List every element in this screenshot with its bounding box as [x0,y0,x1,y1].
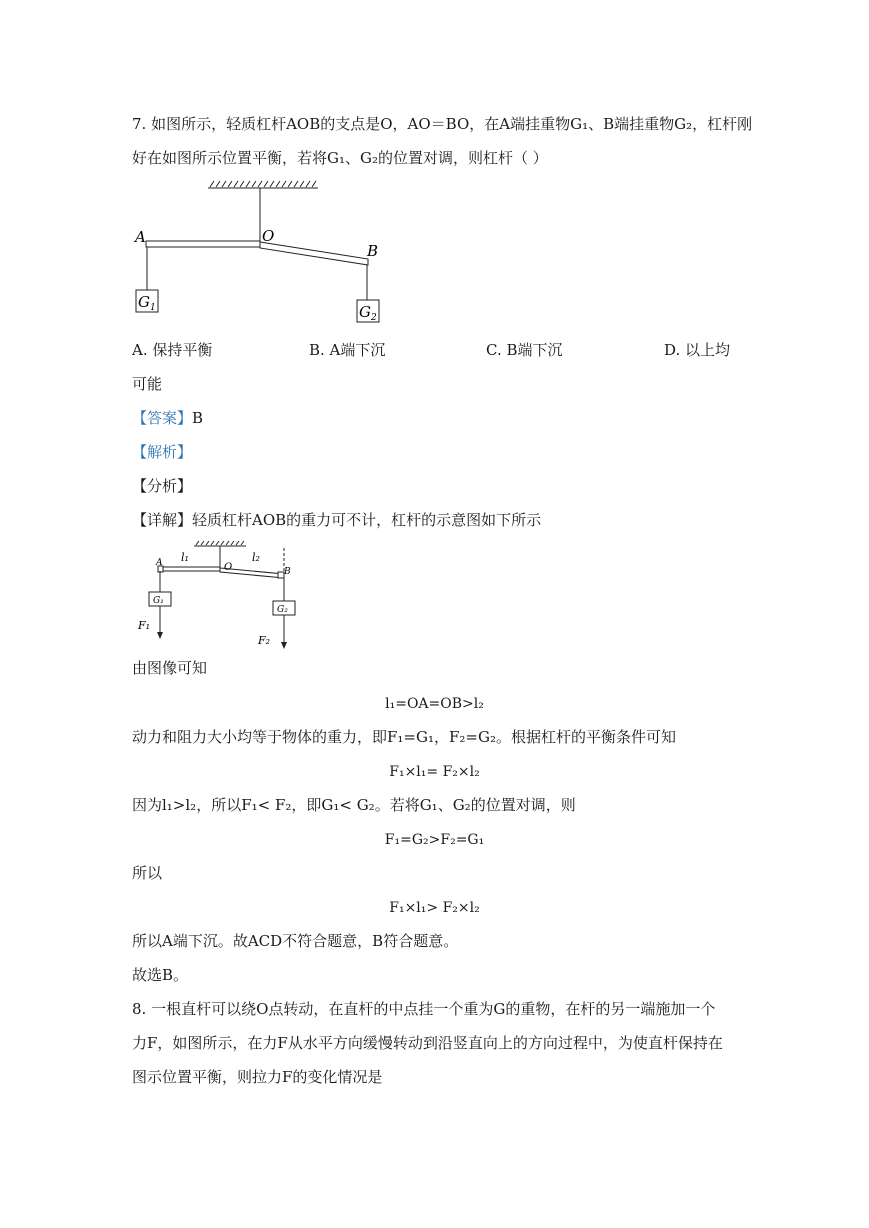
answer-value: B [192,409,204,427]
conclusion-text: 所以A端下沉。故ACD不符合题意，B符合题意。 [132,932,459,950]
q8-line3: 图示位置平衡，则拉力F的变化情况是 [132,1068,383,1086]
s-label-l1: l₁ [181,551,189,564]
lever-arm-ob [260,242,368,265]
q8-line1: 8. 一根直杆可以绕O点转动，在直杆的中点挂一个重为G的重物，在杆的另一端施加一个 [132,1000,716,1018]
option-d-continued: 可能 [132,375,163,393]
s-label-b: B [284,567,291,577]
s-label-f1: F₁ [138,619,151,632]
analysis-tag: 【解析】 [132,443,193,461]
fenxi-tag: 【分析】 [132,477,193,495]
equation-1: l₁=OA=OB>l₂ [385,696,484,712]
label-o: O [262,227,275,245]
s-label-f2: F₂ [258,634,271,647]
from-image-text: 由图像可知 [132,659,208,677]
svg-text:G1: $G_1$ [138,293,156,313]
lever-figure [128,178,388,328]
equation-2: F₁×l₁= F₂×l₂ [389,764,480,780]
s-label-l2: l₂ [252,551,260,564]
label-b: B [367,242,379,260]
option-c: C. B端下沉 [486,341,563,359]
option-b: B. A端下沉 [309,341,386,359]
detail-tag: 【详解】 [132,511,193,529]
so-text: 所以 [132,864,163,882]
answer-line [132,408,203,428]
label-a: A [135,228,146,246]
option-d: D. 以上均 [664,341,731,359]
s-label-g2: G₂ [277,605,288,615]
because-text: 因为l₁>l₂，所以F₁< F₂，即G₁< G₂。若将G₁、G₂的位置对调，则 [132,796,576,814]
equation-3: F₁=G₂>F₂=G₁ [384,832,485,848]
detail-text: 轻质杠杆AOB的重力可不计，杠杆的示意图如下所示 [192,511,542,529]
svg-text:G2: $G_2$ [359,303,377,323]
s-label-g1: G₁ [153,596,164,606]
equation-4: F₁×l₁> F₂×l₂ [389,900,480,916]
q7-stem-line1: 7. 如图所示，轻质杠杆AOB的支点是O，AO＝BO，在A端挂重物G₁、B端挂重物G₂，杠杆刚 [132,115,753,133]
option-a: A. 保持平衡 [132,341,213,359]
q8-line2: 力F，如图所示，在力F从水平方向缓慢转动到沿竖直向上的方向过程中，为使直杆保持在 [132,1034,723,1052]
ceiling-hatch [208,181,318,188]
lever-schematic [134,540,304,652]
choose-text: 故选B。 [132,966,189,984]
s-label-o: O [224,562,233,573]
lever-arm-ao [146,241,260,247]
force-text: 动力和阻力大小均等于物体的重力，即F₁=G₁，F₂=G₂。根据杠杆的平衡条件可知 [132,728,676,746]
detail-line [132,510,541,530]
s-label-a: A [156,558,163,568]
q7-stem-line2: 好在如图所示位置平衡，若将G₁、G₂的位置对调，则杠杆（ ） [132,149,548,167]
answer-tag: 【答案】 [132,409,193,427]
